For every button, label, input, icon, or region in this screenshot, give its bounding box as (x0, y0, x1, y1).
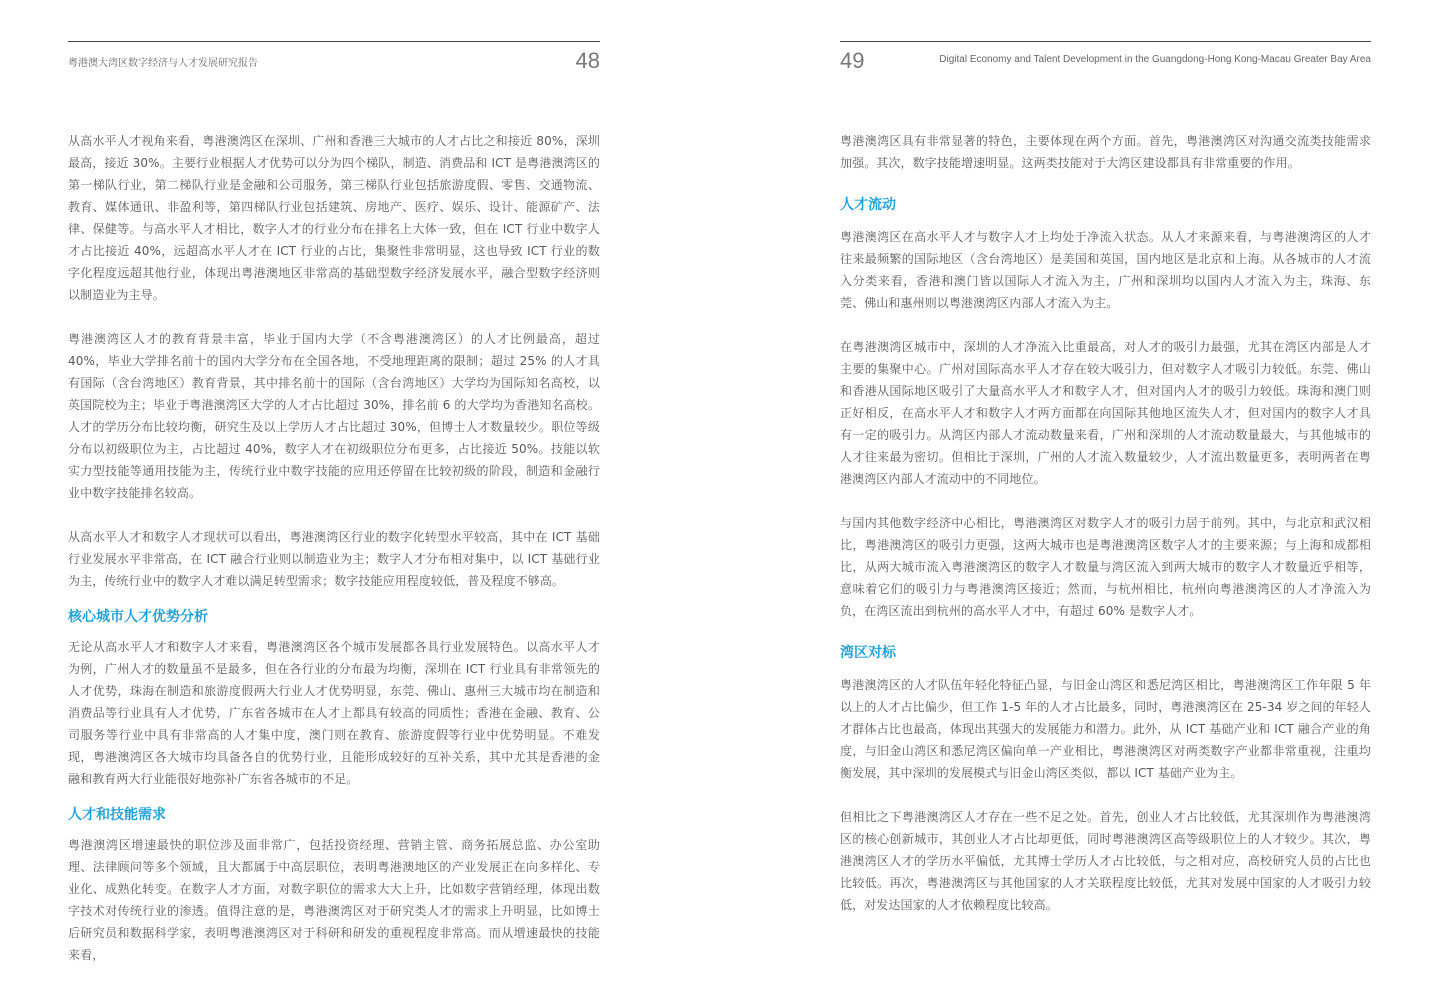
page-number: 49 (840, 48, 865, 73)
section-heading: 核心城市人才优势分析 (68, 609, 208, 625)
page-content (840, 130, 1371, 938)
left-page (68, 0, 600, 978)
header-rule (840, 41, 1371, 42)
paragraph: 无论从高水平人才和数字人才来看，粤港澳湾区各个城市发展都各具行业发展特色。以高水平人才为例，广州人才的数量虽不是最多，但在各行业的分布最为均衡，深圳在 ICT 行业具有非常领先的人才优势，珠海在制造和旅游度假两大行业人才优势明显，东莞、佛山、惠州三大城市均在制造和消费品等行业具有人才优势，广东省各城市在人才上都具有较高的同质性；香港在金融、教育、公司服务等行业中具有非常高的人才集中度，澳门则在教育、旅游度假等行业中优势明显。不难发现，粤港澳湾区各大城市均具备各自的优势行业，且能形成较好的互补关系，其中尤其是香港的金融和教育两大行业能很好地弥补广东省各城市的不足。 (68, 640, 600, 786)
paragraph: 粤港澳湾区具有非常显著的特色，主要体现在两个方面。首先，粤港澳湾区对沟通交流类技能需求加强。其次，数字技能增速明显。这两类技能对于大湾区建设都具有非常重要的作用。 (840, 134, 1371, 170)
section-heading: 湾区对标 (840, 645, 896, 661)
header-rule (68, 41, 600, 42)
paragraph: 但相比之下粤港澳湾区人才存在一些不足之处。首先，创业人才占比较低，尤其深圳作为粤港澳湾区的核心创新城市，其创业人才占比却更低，同时粤港澳湾区高等级职位上的人才较少。其次，粤港澳湾区人才的学历水平偏低，尤其博士学历人才占比较低，与之相对应，高校研究人员的占比也比较低。再次，粤港澳湾区与其他国家的人才关联程度比较低，尤其对发展中国家的人才吸引力较低，对发达国家的人才依赖程度比较高。 (840, 810, 1371, 912)
paragraph: 与国内其他数字经济中心相比，粤港澳湾区对数字人才的吸引力居于前列。其中，与北京和武汉相比，粤港澳湾区的吸引力更强，这两大城市也是粤港澳湾区数字人才的主要来源；与上海和成都相比，从两大城市流入粤港澳湾区的数字人才数量与湾区流入到两大城市的数字人才数量近乎相等，意味着它们的吸引力与粤港澳湾区接近；然而，与杭州相比，杭州向粤港澳湾区的人才净流入为负，在湾区流出到杭州的高水平人才中，有超过 60% 是数字人才。 (840, 516, 1371, 618)
running-title: 粤港澳大湾区数字经济与人才发展研究报告 (68, 58, 258, 69)
running-title: Digital Economy and Talent Development in the Guangdong-Hong Kong-Macau Greater Bay Area (939, 54, 1371, 65)
section-heading: 人才和技能需求 (68, 807, 166, 823)
right-page (840, 0, 1371, 978)
paragraph: 在粤港澳湾区城市中，深圳的人才净流入比重最高，对人才的吸引力最强，尤其在湾区内部是人才主要的集聚中心。广州对国际高水平人才存在较大吸引力，但对数字人才吸引力较低。东莞、佛山和香港从国际地区吸引了大量高水平人才和数字人才，但对国内人才的吸引力较低。珠海和澳门则正好相反，在高水平人才和数字人才两方面都在向国际其他地区流失人才，但对国内的数字人才具有一定的吸引力。从湾区内部人才流动数量来看，广州和深圳的人才流动数量最大，与其他城市的人才往来最为密切。但相比于深圳，广州的人才流入数量较少，人才流出数量更多，表明两者在粤港澳湾区内部人才流动中的不同地位。 (840, 340, 1371, 486)
paragraph: 从高水平人才视角来看，粤港澳湾区在深圳、广州和香港三大城市的人才占比之和接近 80%，深圳最高，接近 30%。主要行业根据人才优势可以分为四个梯队，制造、消费品和 ICT 是粤港澳湾区的第一梯队行业，第二梯队行业是金融和公司服务，第三梯队行业包括旅游度假、零售、交通物流、教育、媒体通讯、非盈利等，第四梯队行业包括建筑、房地产、医疗、娱乐、设计、能源矿产、法律、保健等。与高水平人才相比，数字人才的行业分布在排名上大体一致，但在 ICT 行业中数字人才占比接近 40%，远超高水平人才在 ICT 行业的占比，集聚性非常明显，这也导致 ICT 行业的数字化程度远超其他行业，体现出粤港澳地区非常高的基础型数字经济发展水平，融合型数字经济则以制造业为主导。 (68, 134, 600, 302)
paragraph: 粤港澳湾区的人才队伍年轻化特征凸显，与旧金山湾区和悉尼湾区相比，粤港澳湾区工作年限 5 年以上的人才占比偏少，但工作 1-5 年的人才占比最多，同时，粤港澳湾区在 25-34 岁之间的年轻人才群体占比也最高，体现出其强大的发展能力和潜力。此外，从 ICT 基础产业和 ICT 融合产业的角度，与旧金山湾区和悉尼湾区偏向单一产业相比，粤港澳湾区对两类数字产业都非常重视，注重均衡发展，其中深圳的发展模式与旧金山湾区类似，都以 ICT 基础产业为主。 (840, 678, 1371, 780)
page-number: 48 (575, 48, 600, 73)
paragraph: 粤港澳湾区在高水平人才与数字人才上均处于净流入状态。从人才来源来看，与粤港澳湾区的人才往来最频繁的国际地区（含台湾地区）是美国和英国，国内地区是北京和上海。从各城市的人才流入分类来看，香港和澳门皆以国际人才流入为主，广州和深圳均以国内人才流入为主，珠海、东莞、佛山和惠州则以粤港澳湾区内部人才流入为主。 (840, 230, 1371, 310)
page-content (68, 130, 600, 988)
section-heading: 人才流动 (840, 197, 896, 213)
paragraph: 粤港澳湾区增速最快的职位涉及面非常广，包括投资经理、营销主管、商务拓展总监、办公室助理、法律顾问等多个领域，且大都属于中高层职位，表明粤港澳地区的产业发展正在向多样化、专业化、成熟化转变。在数字人才方面，对数字职位的需求大大上升，比如数字营销经理，体现出数字技术对传统行业的渗透。值得注意的是，粤港澳湾区对于研究类人才的需求上升明显，比如博士后研究员和数据科学家，表明粤港澳湾区对于科研和研发的重视程度非常高。而从增速最快的技能来看， (68, 838, 600, 962)
paragraph: 从高水平人才和数字人才现状可以看出，粤港澳湾区行业的数字化转型水平较高，其中在 ICT 基础行业发展水平非常高，在 ICT 融合行业则以制造业为主；数字人才分布相对集中，以 ICT 基础行业为主，传统行业中的数字人才难以满足转型需求；数字技能应用程度较低，普及程度不够高。 (68, 530, 600, 588)
paragraph: 粤港澳湾区人才的教育背景丰富，毕业于国内大学（不含粤港澳湾区）的人才比例最高，超过 40%，毕业大学排名前十的国内大学分布在全国各地，不受地理距离的限制；超过 25% 的人才具有国际（含台湾地区）教育背景，其中排名前十的国际（含台湾地区）大学均为国际知名高校，以英国院校为主；毕业于粤港澳湾区大学的人才占比超过 30%，排名前 6 的大学均为香港知名高校。人才的学历分布比较均衡，研究生及以上学历人才占比超过 30%，但博士人才数量较少。职位等级分布以初级职位为主，占比超过 40%，数字人才在初级职位分布更多，占比接近 50%。技能以软实力型技能等通用技能为主，传统行业中数字技能的应用还停留在比较初级的阶段，制造和金融行业中数字技能排名较高。 (68, 332, 600, 500)
